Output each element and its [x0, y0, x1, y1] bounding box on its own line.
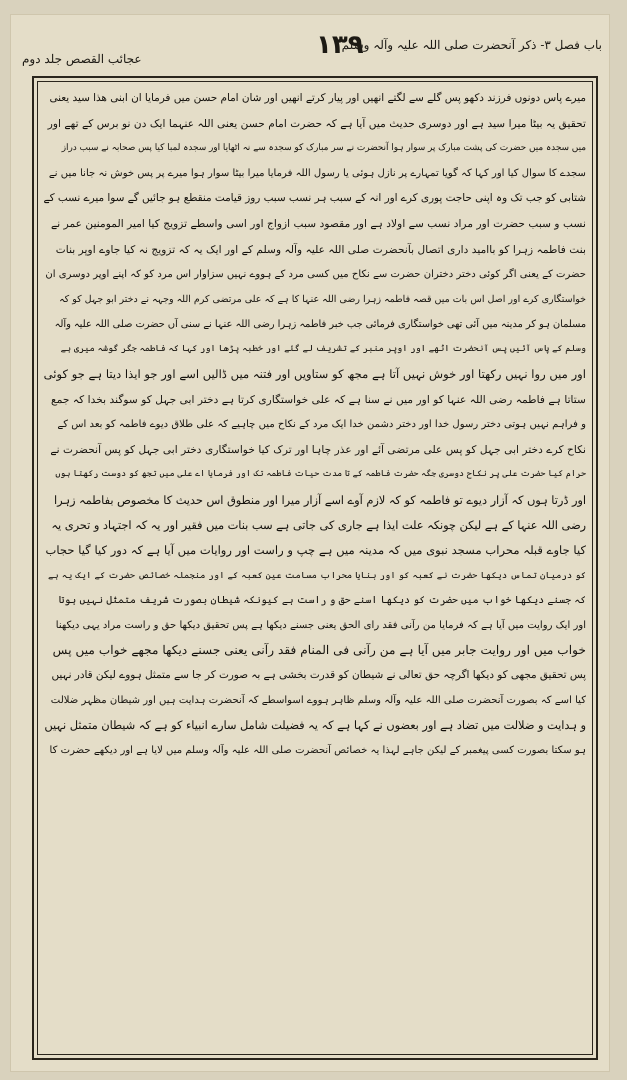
text-line: حضرت کے یعنی اگر کوئی دختر دختران حضرت سے نکاح میں کسی مرد کے ہووے نہیں سزاوار اس مرد کو کہ اپنے اوپر دوسری ان — [45, 268, 586, 280]
page-number: ۱۳۹ — [316, 30, 364, 60]
page-header — [22, 30, 602, 74]
text-line: مسلمان ہو کر مدینہ میں آئی تھی خواستگاری فرمائی جب خبر فاطمہ زہرا رضی اللہ عنہا نے سنی آں حضرت صلی اللہ علیہ وآلہ — [54, 318, 586, 330]
book-title: عجائب القصص جلد دوم — [22, 52, 142, 66]
text-line: میرے پاس دونوں فرزند دکھو پس گلے سے لگتے انھیں اور پیار کرتے انھیں اور شان امام حسن میں فرمایا ان ابنی ھذا سید یعنی — [49, 92, 586, 104]
text-line: نکاح کرے دختر ابی جہل کو پس علی مرتضی آئے اور عذر چاہا اور ترک کیا خواستگاری دختر ابی جہل کو پس آنحضرت نے — [50, 443, 586, 457]
text-line: خواب میں اور روایت جابر میں آیا ہے من رآنی فی المنام فقد رآنی یعنی جسنے دیکھا مجھے خواب میں پس — [52, 643, 586, 658]
text-line: ستاتا ہے فاطمہ رضی اللہ عنہا کو اور میں نے سنا ہے کہ علی خواستگاری کرتا ہے دختر ابی جہل کو سوگند بخدا کہ جمع — [51, 393, 586, 407]
text-line: خواستگاری کرے اور اصل اس بات میں قصہ فاطمہ زہرا رضی اللہ عنہا کا ہے کہ علی مرتضی کرم اللہ وجہہ نے دختر ابو جہل کو کہ — [59, 293, 586, 305]
book-page — [10, 14, 610, 1072]
text-line: اور میں روا نہیں رکھتا اور خوش نہیں آتا ہے مجھ کو ستاویں اور فتنہ میں ڈالیں اسے اور جو ایذا دیتا ہے جو کوئی — [44, 367, 586, 382]
text-line: و ہدایت و ضلالت میں تضاد ہے اور بعضوں نے کہا ہے کہ یہ فضیلت شامل سارے انبیاء کو ہے کہ شیطان متمثل نہیں — [44, 719, 586, 733]
text-line: اور ڈرتا ہوں کہ آزار دیوے تو فاطمہ کو کہ لازم آوے اسے آزار میرا اور منطوق اس حدیث کا مخصوص بفاطمہ زہرا — [53, 493, 586, 507]
text-line: تحقیق یہ بیٹا میرا سید ہے اور دوسری حدیث میں آیا ہے کہ حضرت امام حسن یعنی اللہ عنہما ایک دن نو برس کے تھے اور — [47, 117, 586, 131]
text-line: ہو سکتا بصورت کسی پیغمبر کے لیکن جاہے لہذا یہ خصائص آنحضرت صلی اللہ علیہ وآلہ وسلم میں لایا ہے اور دیکھے حضرت کا — [49, 745, 586, 757]
text-line: پس تحقیق مجھی کو دیکھا اگرچہ حق تعالی نے شیطان کو قدرت بخشی ہے بہ صورت کر جا سے متمثل ہووے لیکن قادر نہیں — [51, 669, 586, 682]
text-line: کو درمیان تماس دیکھا حضرت نے کعبہ کو اور بنایا محراب مسامت عین کعبہ کے اور منجملہ خصائص حضرت کے ایک یہ ہے — [48, 569, 586, 581]
text-line: وسلم کے پاس آئیں پس آنحضرت اٹھے اور اوپر منبر کے تشریف لے گئے اور خطبہ پڑھا اور کہا کہ فاطمہ جگر گوشہ میری ہے — [60, 343, 586, 354]
text-line: بنت فاطمہ زہرا کو باامید داری اتصال بآنحضرت صلی اللہ علیہ وآلہ وسلم کے اور ایک یہ کہ تزویج نہ کیا جاوے اوپر بنات — [55, 242, 586, 256]
text-line: و فراہم نہیں ہوتی دختر رسول خدا اور دختر دشمن خدا ایک مرد کے نکاح میں چاہیے کہ علی طلاق دیوے فاطمہ کو بعد اس کے — [57, 419, 586, 431]
text-line: کیا اسے کہ بصورت آنحضرت صلی اللہ علیہ وآلہ وسلم ظاہر ہووے اسواسطے کہ آنحضرت ہدایت ہیں اور شیطان مظہر ضلالت — [50, 695, 586, 707]
text-line: میں سجدہ میں حضرت کی پشت مبارک پر سوار ہوا آنحضرت نے سر مبارک کو سجدہ سے نہ اٹھایا اور سجدہ لمبا کیا پس صحابہ نے سبب دراز — [61, 143, 586, 154]
text-line: رضی اللہ عنہا کے ہے لیکن چونکہ علت ایذا ہے جاری کی جاتی ہے سب بنات میں فقیر اور یہ کہ اجتہاد و تحری یہ — [51, 518, 586, 532]
text-line: اور ایک روایت میں آیا ہے کہ فرمایا من رآنی فقد رای الحق یعنی جسنے دیکھا ہے پس تحقیق دیکھا حق و راست مراد یہی دیکھنا — [55, 619, 586, 631]
text-line: شتابی کو جب تک وہ اپنی حاجت پوری کرے اور انہ کے سبب ہر نسب سبب روز قیامت منقطع ہو جائیں گے سوا میرے نسب کے — [44, 192, 586, 205]
text-frame — [32, 76, 598, 1060]
chapter-heading: باب فصل ۳- ذکر آنحضرت صلی اللہ علیہ وآلہ وسلم — [341, 38, 602, 52]
text-line: کہ جسنے دیکھا خواب میں حضرت کو دیکھا اسنے حق و راست ہے کیونکہ شیطان بصورت شریف متمثل نہیں ہوتا — [58, 594, 586, 606]
text-line: نسب و سبب حضرت اور مراد نسب سے اولاد ہے اور مقصود سبب ازواج اور اسی واسطے تزویج کیا امیر المومنین عمر نے — [50, 217, 586, 231]
text-line: حرام کیا حضرت علی پر نکاح دوسری جگہ حضرت فاطمہ کے تا مدت حیات فاطمہ تک اور فرمایا اے علی میں تجھ کو دوست رکھتا ہوں — [55, 469, 586, 480]
body-text — [44, 86, 586, 1050]
text-line: کیا جاوے قبلہ محراب مسجد نبوی میں کہ مدینہ میں ہے چپ و راست اور روایات میں آیا ہے کہ دور کیا گیا حجاب — [45, 542, 586, 557]
text-line: سجدے کا سوال کیا اور کہا کہ گویا تمہارے پر نازل ہوئی یا رسول اللہ فرمایا میرا بیٹا سوار ہوا میرے پر پس خوش نہ جانا میں نے — [48, 168, 586, 180]
